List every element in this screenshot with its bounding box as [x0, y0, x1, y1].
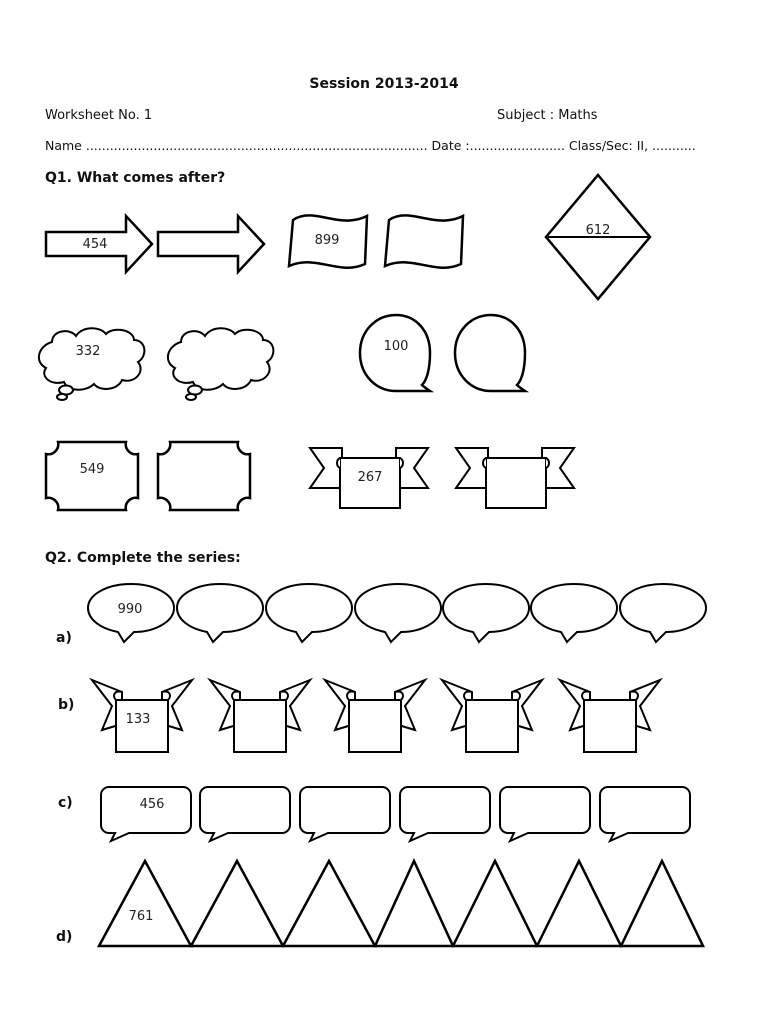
- q1-ribbon-number: 267: [357, 470, 383, 485]
- q2-d-start-number: 761: [128, 909, 154, 924]
- q2-a-start-number: 990: [117, 602, 143, 617]
- row-c-label: c): [58, 795, 73, 811]
- q2-c-start-number: 456: [139, 797, 165, 812]
- oval-bubble[interactable]: [620, 584, 706, 642]
- frame-shape-empty[interactable]: [158, 442, 250, 510]
- triangle[interactable]: [537, 861, 621, 946]
- cloud-shape-empty[interactable]: [168, 328, 274, 400]
- small-ribbon[interactable]: [560, 680, 660, 752]
- oval-bubble[interactable]: [266, 584, 352, 642]
- arrow-shape-empty[interactable]: [158, 216, 264, 272]
- flag-shape-empty[interactable]: [385, 215, 463, 267]
- cloud-shape-filled: [39, 328, 145, 400]
- q1-frame-number: 549: [79, 462, 105, 477]
- rect-bubble[interactable]: [400, 787, 490, 841]
- small-ribbon[interactable]: [442, 680, 542, 752]
- row-d-label: d): [56, 929, 73, 945]
- name-date-class-line: Name ...................................................................................... Date :........................ Class/Sec: II, ...........: [45, 138, 696, 153]
- worksheet-number: Worksheet No. 1: [45, 108, 153, 123]
- q1-cloud-number: 332: [75, 344, 101, 359]
- triangle[interactable]: [283, 861, 375, 946]
- oval-bubble[interactable]: [443, 584, 529, 642]
- rect-bubble[interactable]: [200, 787, 290, 841]
- triangle[interactable]: [191, 861, 283, 946]
- q1-heading: Q1. What comes after?: [45, 170, 226, 186]
- session-title: Session 2013-2014: [309, 76, 459, 92]
- q1-arrow-number: 454: [82, 237, 108, 252]
- row-b-label: b): [58, 697, 75, 713]
- triangle[interactable]: [621, 861, 703, 946]
- q1-flag-number: 899: [314, 233, 340, 248]
- rect-bubble[interactable]: [300, 787, 390, 841]
- round-bubble-empty[interactable]: [455, 315, 525, 391]
- ribbon-shape-empty[interactable]: [456, 448, 574, 508]
- q2-b-start-number: 133: [125, 712, 151, 727]
- q1-bubble-number: 100: [383, 339, 409, 354]
- q2-heading: Q2. Complete the series:: [45, 550, 241, 566]
- oval-bubble[interactable]: [355, 584, 441, 642]
- oval-bubble[interactable]: [531, 584, 617, 642]
- oval-bubble[interactable]: [177, 584, 263, 642]
- q1-diamond-number: 612: [585, 223, 611, 238]
- row-a-label: a): [56, 630, 72, 646]
- subject-label: Subject : Maths: [497, 108, 598, 123]
- triangle: [99, 861, 191, 946]
- small-ribbon[interactable]: [210, 680, 310, 752]
- rect-bubble: [101, 787, 191, 841]
- triangle[interactable]: [453, 861, 537, 946]
- rect-bubble[interactable]: [500, 787, 590, 841]
- small-ribbon[interactable]: [325, 680, 425, 752]
- rect-bubble[interactable]: [600, 787, 690, 841]
- triangle[interactable]: [375, 861, 453, 946]
